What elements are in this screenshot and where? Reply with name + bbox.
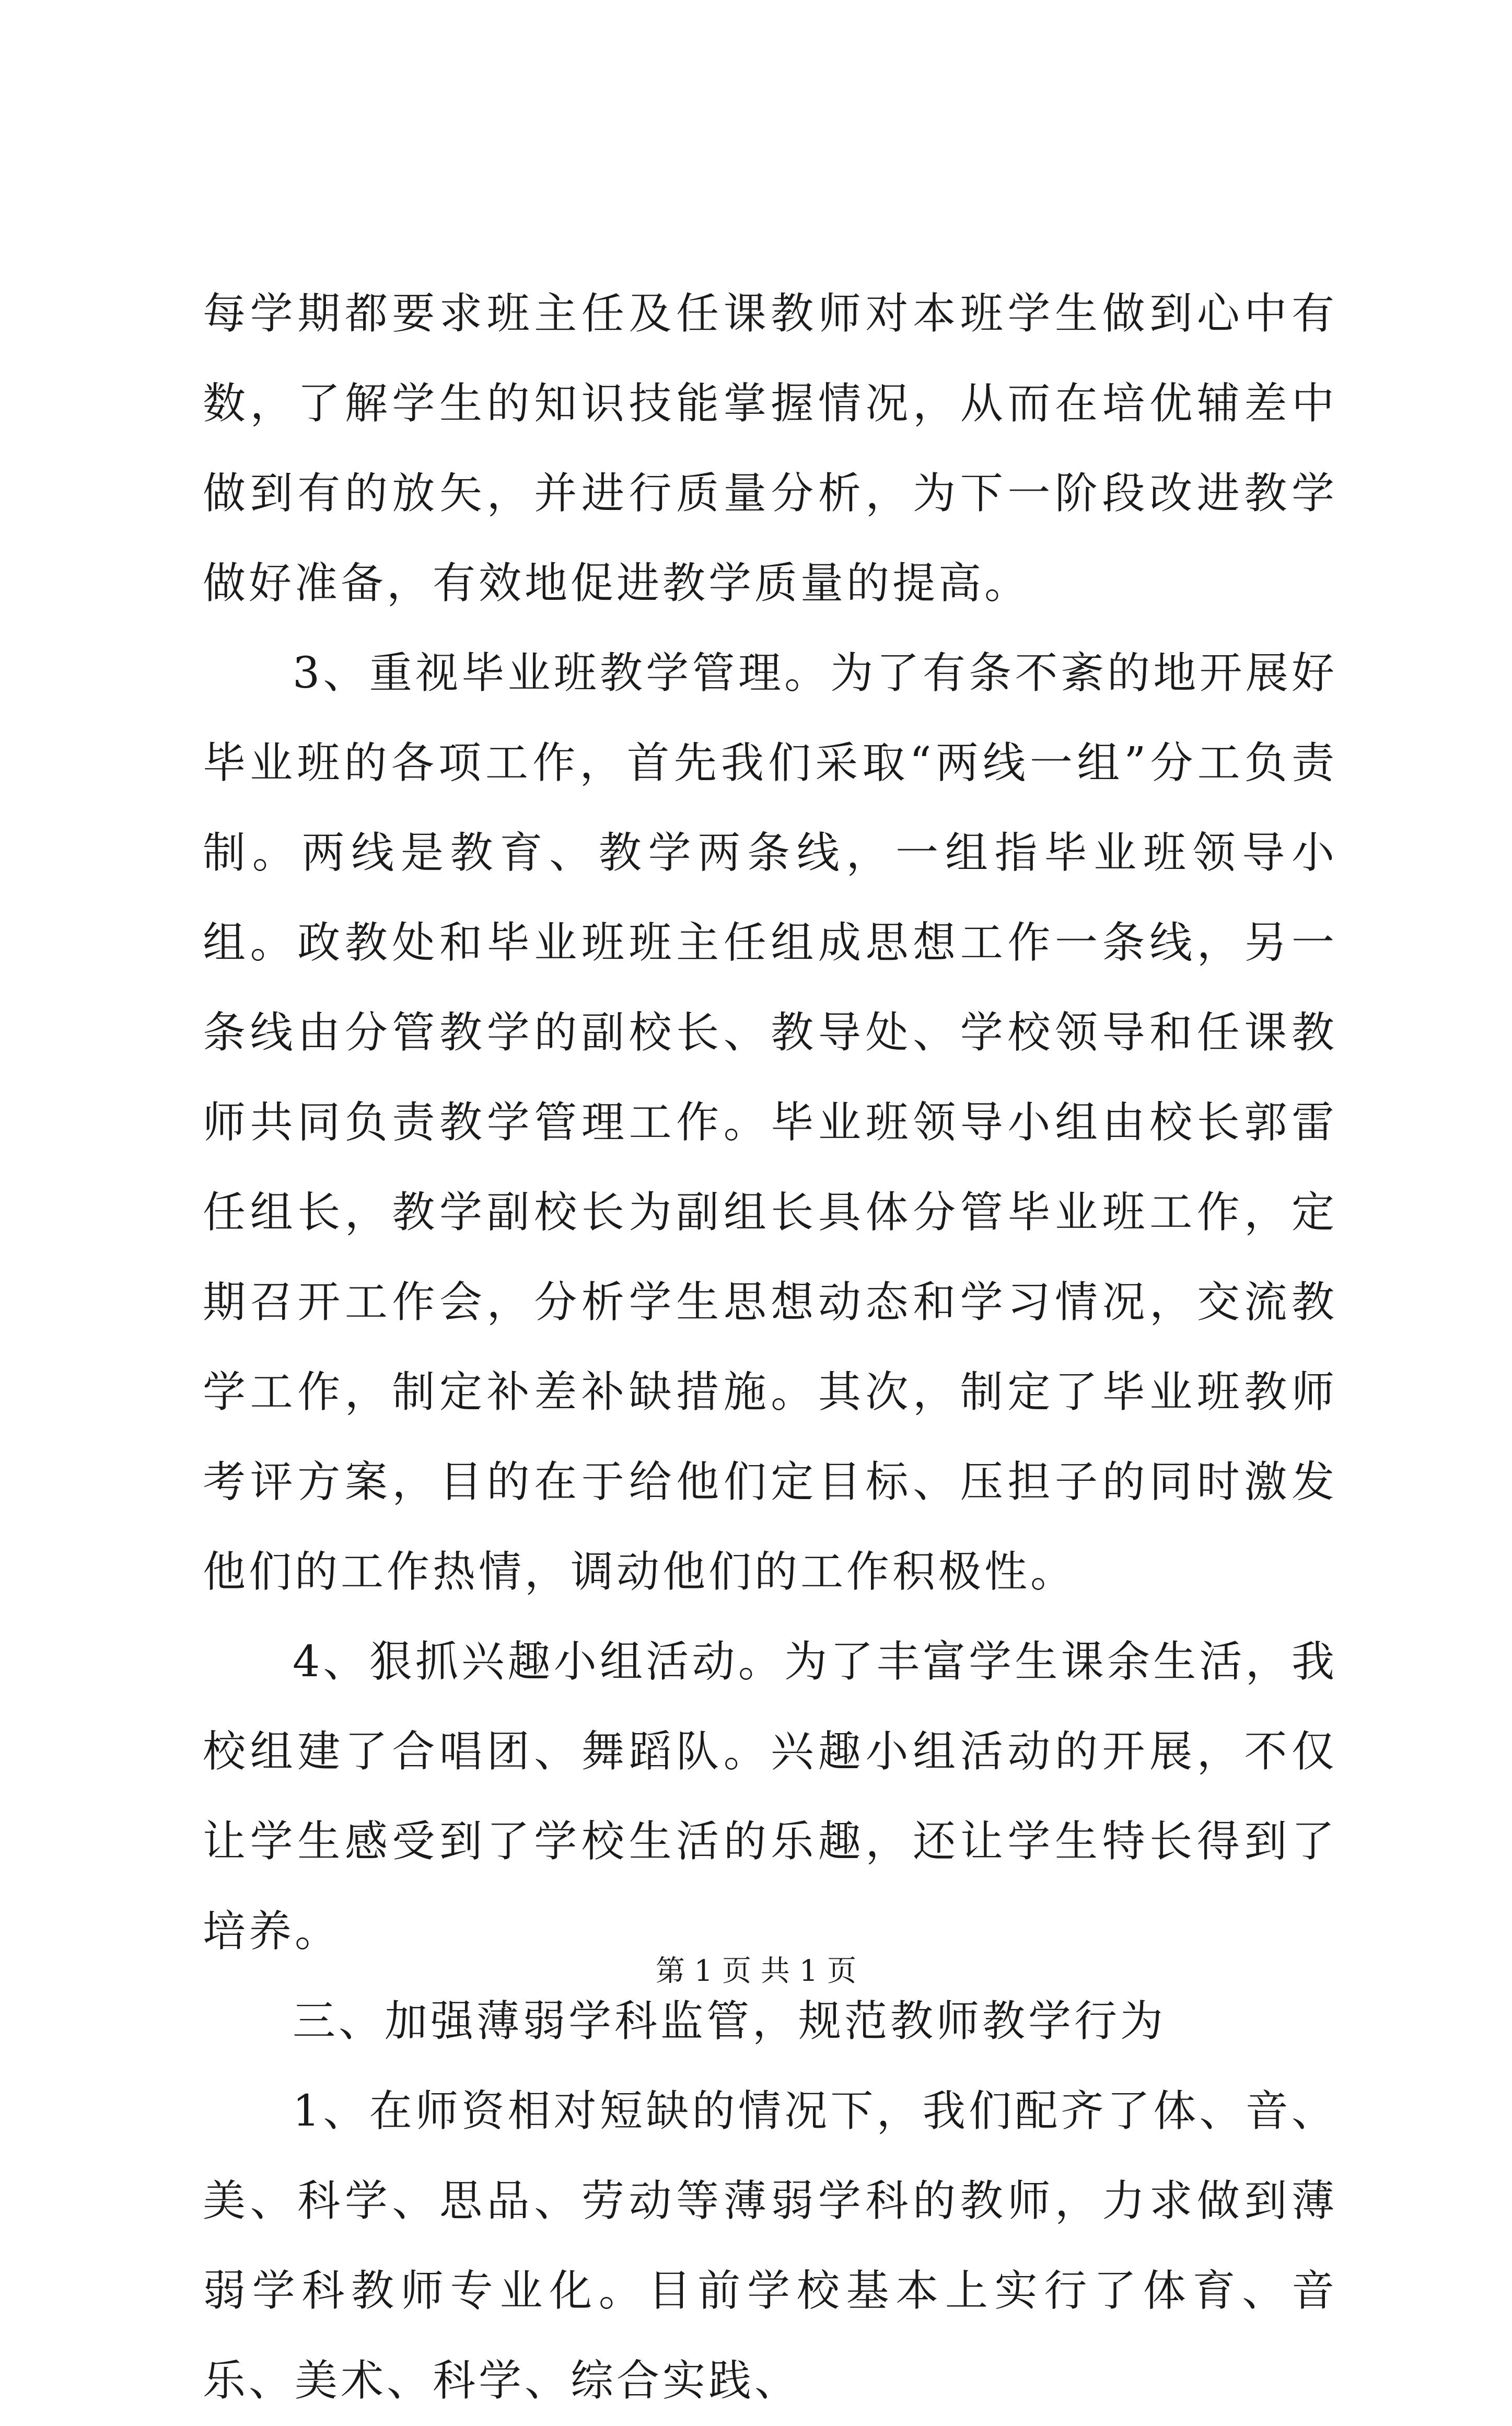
paragraph-1: 每学期都要求班主任及任课教师对本班学生做到心中有数，了解学生的知识技能掌握情况，从而在培优辅差中做到有的放矢，并进行质量分析，为下一阶段改进教学做好准备，有效地促进教学质量的提高。 [203, 289, 1337, 608]
paragraph-2: 3、重视毕业班教学管理。为了有条不紊的地开展好毕业班的各项工作，首先我们采取“两线一组”分工负责制。两线是教育、教学两条线，一组指毕业班领导小组。政教处和毕业班班主任组成思想工作一条线，另一条线由分管教学的副校长、教导处、学校领导和任课教师共同负责教学管理工作。毕业班领导小组由校长郭雷任组长，教学副校长为副组长具体分管毕业班工作，定期召开工作会，分析学生思想动态和学习情况，交流教学工作，制定补差补缺措施。其次，制定了毕业班教师考评方案，目的在于给他们定目标、压担子的同时激发他们的工作热情，调动他们的工作积极性。 [203, 648, 1337, 1597]
page-footer: 第 1 页 共 1 页 [655, 1954, 857, 1988]
paragraph-4: 1、在师资相对短缺的情况下，我们配齐了体、音、美、科学、思品、劳动等薄弱学科的教师，力求做到薄弱学科教师专业化。目前学校基本上实行了体育、音乐、美术、科学、综合实践、 [203, 2086, 1337, 2406]
section-heading: 三、加强薄弱学科监管，规范教师教学行为 [293, 1996, 1167, 2046]
paragraph-3: 4、狠抓兴趣小组活动。为了丰富学生课余生活，我校组建了合唱团、舞蹈队。兴趣小组活动的开展，不仅让学生感受到了学校生活的乐趣，还让学生特长得到了培养。 [203, 1637, 1337, 1956]
document-body [203, 269, 1337, 2426]
